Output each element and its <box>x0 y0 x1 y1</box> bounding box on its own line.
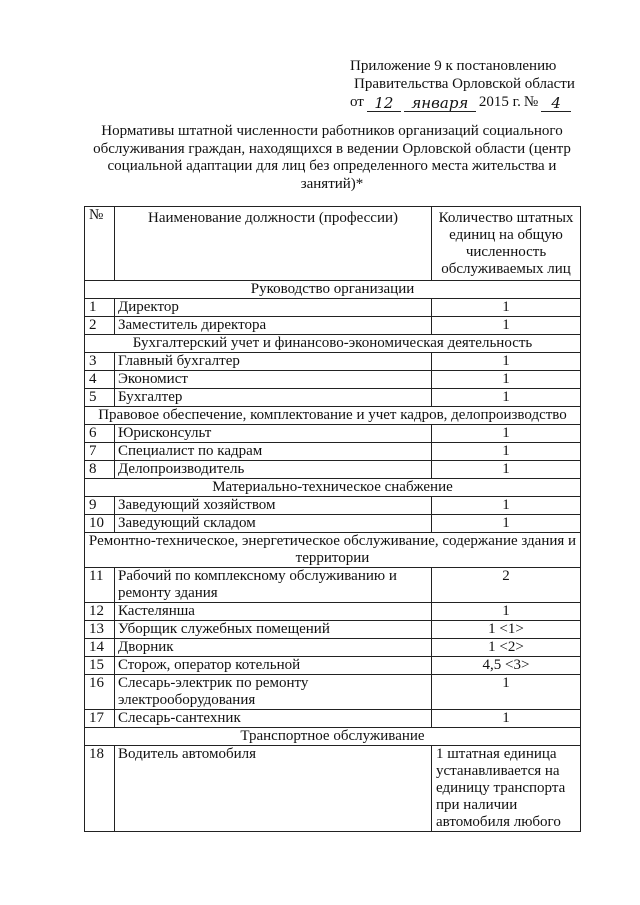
annex-header <box>350 58 600 112</box>
row-position: Уборщик служебных помещений <box>115 621 432 639</box>
row-quantity: 1 <box>432 515 581 533</box>
row-position: Юрисконсульт <box>115 425 432 443</box>
row-quantity: 1 <2> <box>432 639 581 657</box>
section-row <box>85 281 581 299</box>
table-row <box>85 603 581 621</box>
table-row <box>85 371 581 389</box>
handwritten-number: 4 <box>541 95 571 112</box>
row-number: 14 <box>85 639 115 657</box>
table-row <box>85 443 581 461</box>
handwritten-month: января <box>404 95 476 112</box>
row-position: Слесарь-электрик по ремонту электрооборудования <box>115 675 432 710</box>
section-title: Материально-техническое снабжение <box>85 479 581 497</box>
section-row <box>85 479 581 497</box>
annex-date-line <box>350 94 600 112</box>
row-position: Слесарь-сантехник <box>115 710 432 728</box>
row-position: Директор <box>115 299 432 317</box>
row-quantity: 1 штатная единица устанавливается на единицу транспорта при наличии автомобиля любого <box>432 746 581 832</box>
row-position: Сторож, оператор котельной <box>115 657 432 675</box>
annex-number-label: № <box>523 94 539 110</box>
section-title: Транспортное обслуживание <box>85 728 581 746</box>
document-title: Нормативы штатной численности работников организаций социального обслуживания граждан, находящихся в ведении Орловской области (центр социальной адаптации для лиц без определенного места жительства и занятий)* <box>93 123 571 192</box>
table-row <box>85 353 581 371</box>
row-position: Специалист по кадрам <box>115 443 432 461</box>
table-row <box>85 675 581 710</box>
annex-line-2: Правительства Орловской области <box>354 75 575 92</box>
row-number: 9 <box>85 497 115 515</box>
row-number: 4 <box>85 371 115 389</box>
section-row <box>85 728 581 746</box>
row-number: 1 <box>85 299 115 317</box>
row-position: Заведующий складом <box>115 515 432 533</box>
row-position: Заведующий хозяйством <box>115 497 432 515</box>
table-row <box>85 568 581 603</box>
table-row <box>85 317 581 335</box>
row-quantity: 1 <1> <box>432 621 581 639</box>
header-number: № <box>85 207 115 281</box>
section-title: Правовое обеспечение, комплектование и учет кадров, делопроизводство <box>85 407 581 425</box>
row-number: 18 <box>85 746 115 832</box>
row-number: 17 <box>85 710 115 728</box>
header-position: Наименование должности (профессии) <box>115 207 432 281</box>
row-number: 5 <box>85 389 115 407</box>
row-quantity: 2 <box>432 568 581 603</box>
row-number: 8 <box>85 461 115 479</box>
table-row <box>85 299 581 317</box>
row-number: 10 <box>85 515 115 533</box>
row-position: Дворник <box>115 639 432 657</box>
table-row <box>85 710 581 728</box>
annex-line-1: Приложение 9 к постановлению <box>350 58 557 74</box>
section-title: Ремонтно-техническое, энергетическое обслуживание, содержание здания и территории <box>85 533 581 568</box>
row-quantity: 1 <box>432 317 581 335</box>
table-row <box>85 621 581 639</box>
row-number: 15 <box>85 657 115 675</box>
row-quantity: 4,5 <3> <box>432 657 581 675</box>
annex-year: 2015 г. <box>478 94 521 110</box>
table-row <box>85 657 581 675</box>
row-quantity: 1 <box>432 603 581 621</box>
header-quantity: Количество штатных единиц на общую численность обслуживаемых лиц <box>432 207 581 281</box>
table-header-row <box>85 207 581 281</box>
row-quantity: 1 <box>432 710 581 728</box>
table-row <box>85 497 581 515</box>
row-position: Водитель автомобиля <box>115 746 432 832</box>
row-quantity: 1 <box>432 675 581 710</box>
row-quantity: 1 <box>432 443 581 461</box>
row-quantity: 1 <box>432 371 581 389</box>
row-quantity: 1 <box>432 389 581 407</box>
annex-from: от <box>350 94 364 110</box>
table-row <box>85 425 581 443</box>
row-quantity: 1 <box>432 425 581 443</box>
row-quantity: 1 <box>432 299 581 317</box>
table-row <box>85 746 581 832</box>
row-number: 12 <box>85 603 115 621</box>
section-title: Руководство организации <box>85 281 581 299</box>
section-row <box>85 533 581 568</box>
row-number: 3 <box>85 353 115 371</box>
row-number: 13 <box>85 621 115 639</box>
row-position: Делопроизводитель <box>115 461 432 479</box>
staffing-table <box>84 206 581 832</box>
table-row <box>85 389 581 407</box>
handwritten-day: 12 <box>367 95 401 112</box>
row-quantity: 1 <box>432 497 581 515</box>
table-row <box>85 515 581 533</box>
row-quantity: 1 <box>432 461 581 479</box>
section-title: Бухгалтерский учет и финансово-экономическая деятельность <box>85 335 581 353</box>
row-number: 2 <box>85 317 115 335</box>
row-position: Экономист <box>115 371 432 389</box>
table-row <box>85 461 581 479</box>
table-row <box>85 639 581 657</box>
row-number: 6 <box>85 425 115 443</box>
row-quantity: 1 <box>432 353 581 371</box>
section-row <box>85 335 581 353</box>
row-position: Рабочий по комплексному обслуживанию и ремонту здания <box>115 568 432 603</box>
row-number: 11 <box>85 568 115 603</box>
row-position: Заместитель директора <box>115 317 432 335</box>
section-row <box>85 407 581 425</box>
row-number: 7 <box>85 443 115 461</box>
row-position: Бухгалтер <box>115 389 432 407</box>
row-number: 16 <box>85 675 115 710</box>
row-position: Кастелянша <box>115 603 432 621</box>
row-position: Главный бухгалтер <box>115 353 432 371</box>
